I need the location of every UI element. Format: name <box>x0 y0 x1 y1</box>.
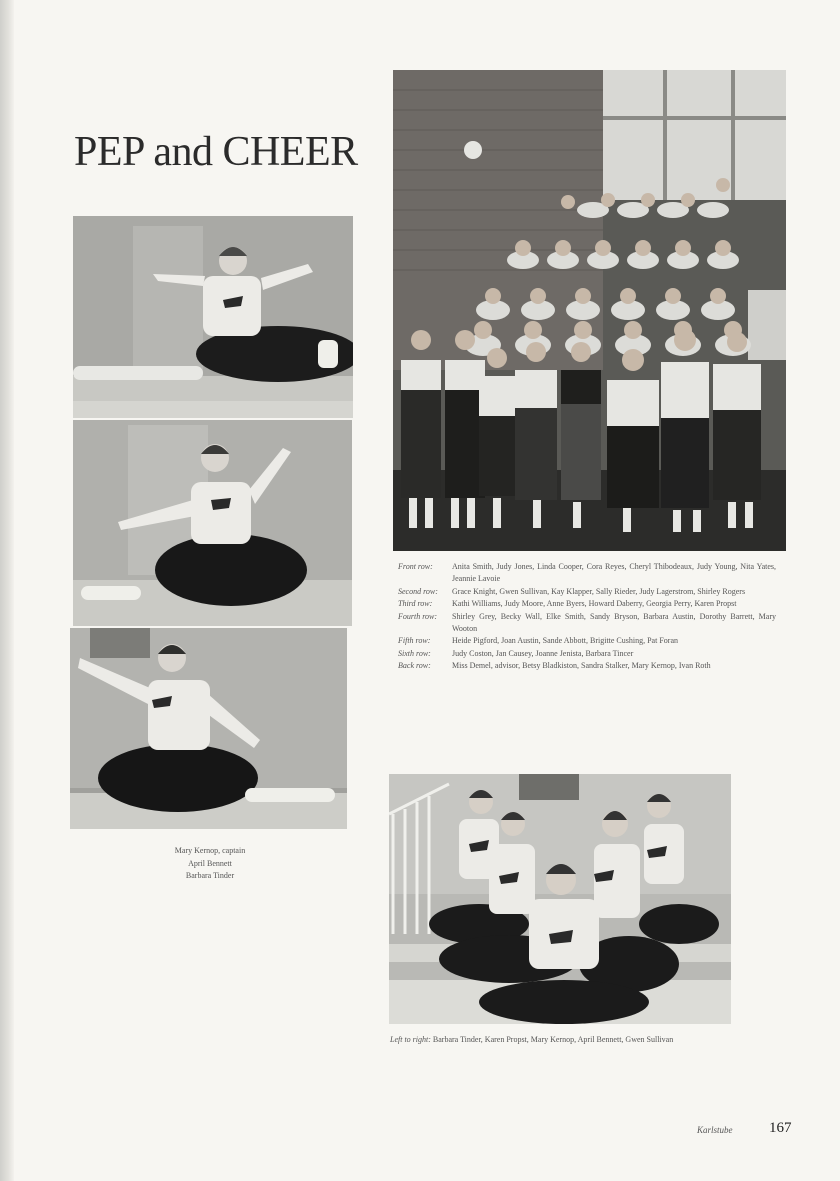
cheer-squad-photo <box>389 774 731 1024</box>
caption-row-names: Miss Demel, advisor, Betsy Bladkiston, Sandra Stalker, Mary Kernop, Ivan Roth <box>452 661 711 671</box>
caption-row <box>398 635 776 647</box>
caption-row <box>398 648 776 660</box>
caption-line: Barbara Tinder <box>185 871 235 880</box>
caption-row-label: Fourth row: <box>398 611 438 621</box>
caption-row-label: Sixth row: <box>398 648 431 658</box>
caption-row-label: Back row: <box>398 661 431 671</box>
caption-line: April Bennett <box>188 858 232 868</box>
caption-row <box>398 586 776 598</box>
cheer-squad-caption <box>390 1034 740 1046</box>
caption-row-names: Shirley Grey, Becky Wall, Elke Smith, Sandy Bryson, Barbara Austin, Dorothy Barrett, Mary Wooton <box>452 611 776 634</box>
caption-row <box>398 598 776 610</box>
caption-row <box>398 561 776 586</box>
page-title: PEP and CHEER <box>74 129 358 175</box>
caption-row-names: Grace Knight, Gwen Sullivan, Kay Klapper, Sally Rieder, Judy Lagerstrom, Shirley Rogers <box>452 586 746 596</box>
page-number: 167 <box>769 1120 792 1136</box>
caption-row-label: Front row: <box>398 562 433 571</box>
caption-row-names: Heide Pigford, Joan Austin, Sande Abbott, Brigitte Cushing, Pat Foran <box>452 636 678 646</box>
caption-row-names: Kathi Williams, Judy Moore, Anne Byers, Howard Daberry, Georgia Perry, Karen Propst <box>452 599 737 609</box>
cheerleader-photo-2 <box>73 420 352 626</box>
cheerleader-caption <box>120 845 300 883</box>
caption-line: Mary Kernop, captain <box>174 846 246 855</box>
caption-names: Barbara Tinder, Karen Propst, Mary Kernop, April Bennett, Gwen Sullivan <box>432 1035 674 1044</box>
caption-row <box>398 660 776 672</box>
caption-label: Left to right: <box>390 1035 431 1044</box>
caption-row-names: Anita Smith, Judy Jones, Linda Cooper, Cora Reyes, Cheryl Thibodeaux, Judy Young, Nita Yates, Jeannie Lavoie <box>452 562 776 584</box>
caption-row-names: Judy Coston, Jan Causey, Joanne Jenista, Barbara Tincer <box>452 648 634 658</box>
page-binding-edge <box>0 0 14 1181</box>
caption-row-label: Second row: <box>398 586 438 596</box>
caption-row-label: Fifth row: <box>398 636 431 646</box>
cheerleader-photo-3 <box>70 628 347 829</box>
pep-club-group-photo <box>393 70 786 551</box>
caption-row-label: Third row: <box>398 599 433 609</box>
footer-yearbook-name: Karlstube <box>697 1125 733 1135</box>
caption-row <box>398 611 776 636</box>
cheerleader-photo-1 <box>73 216 353 418</box>
group-photo-caption <box>398 561 776 673</box>
